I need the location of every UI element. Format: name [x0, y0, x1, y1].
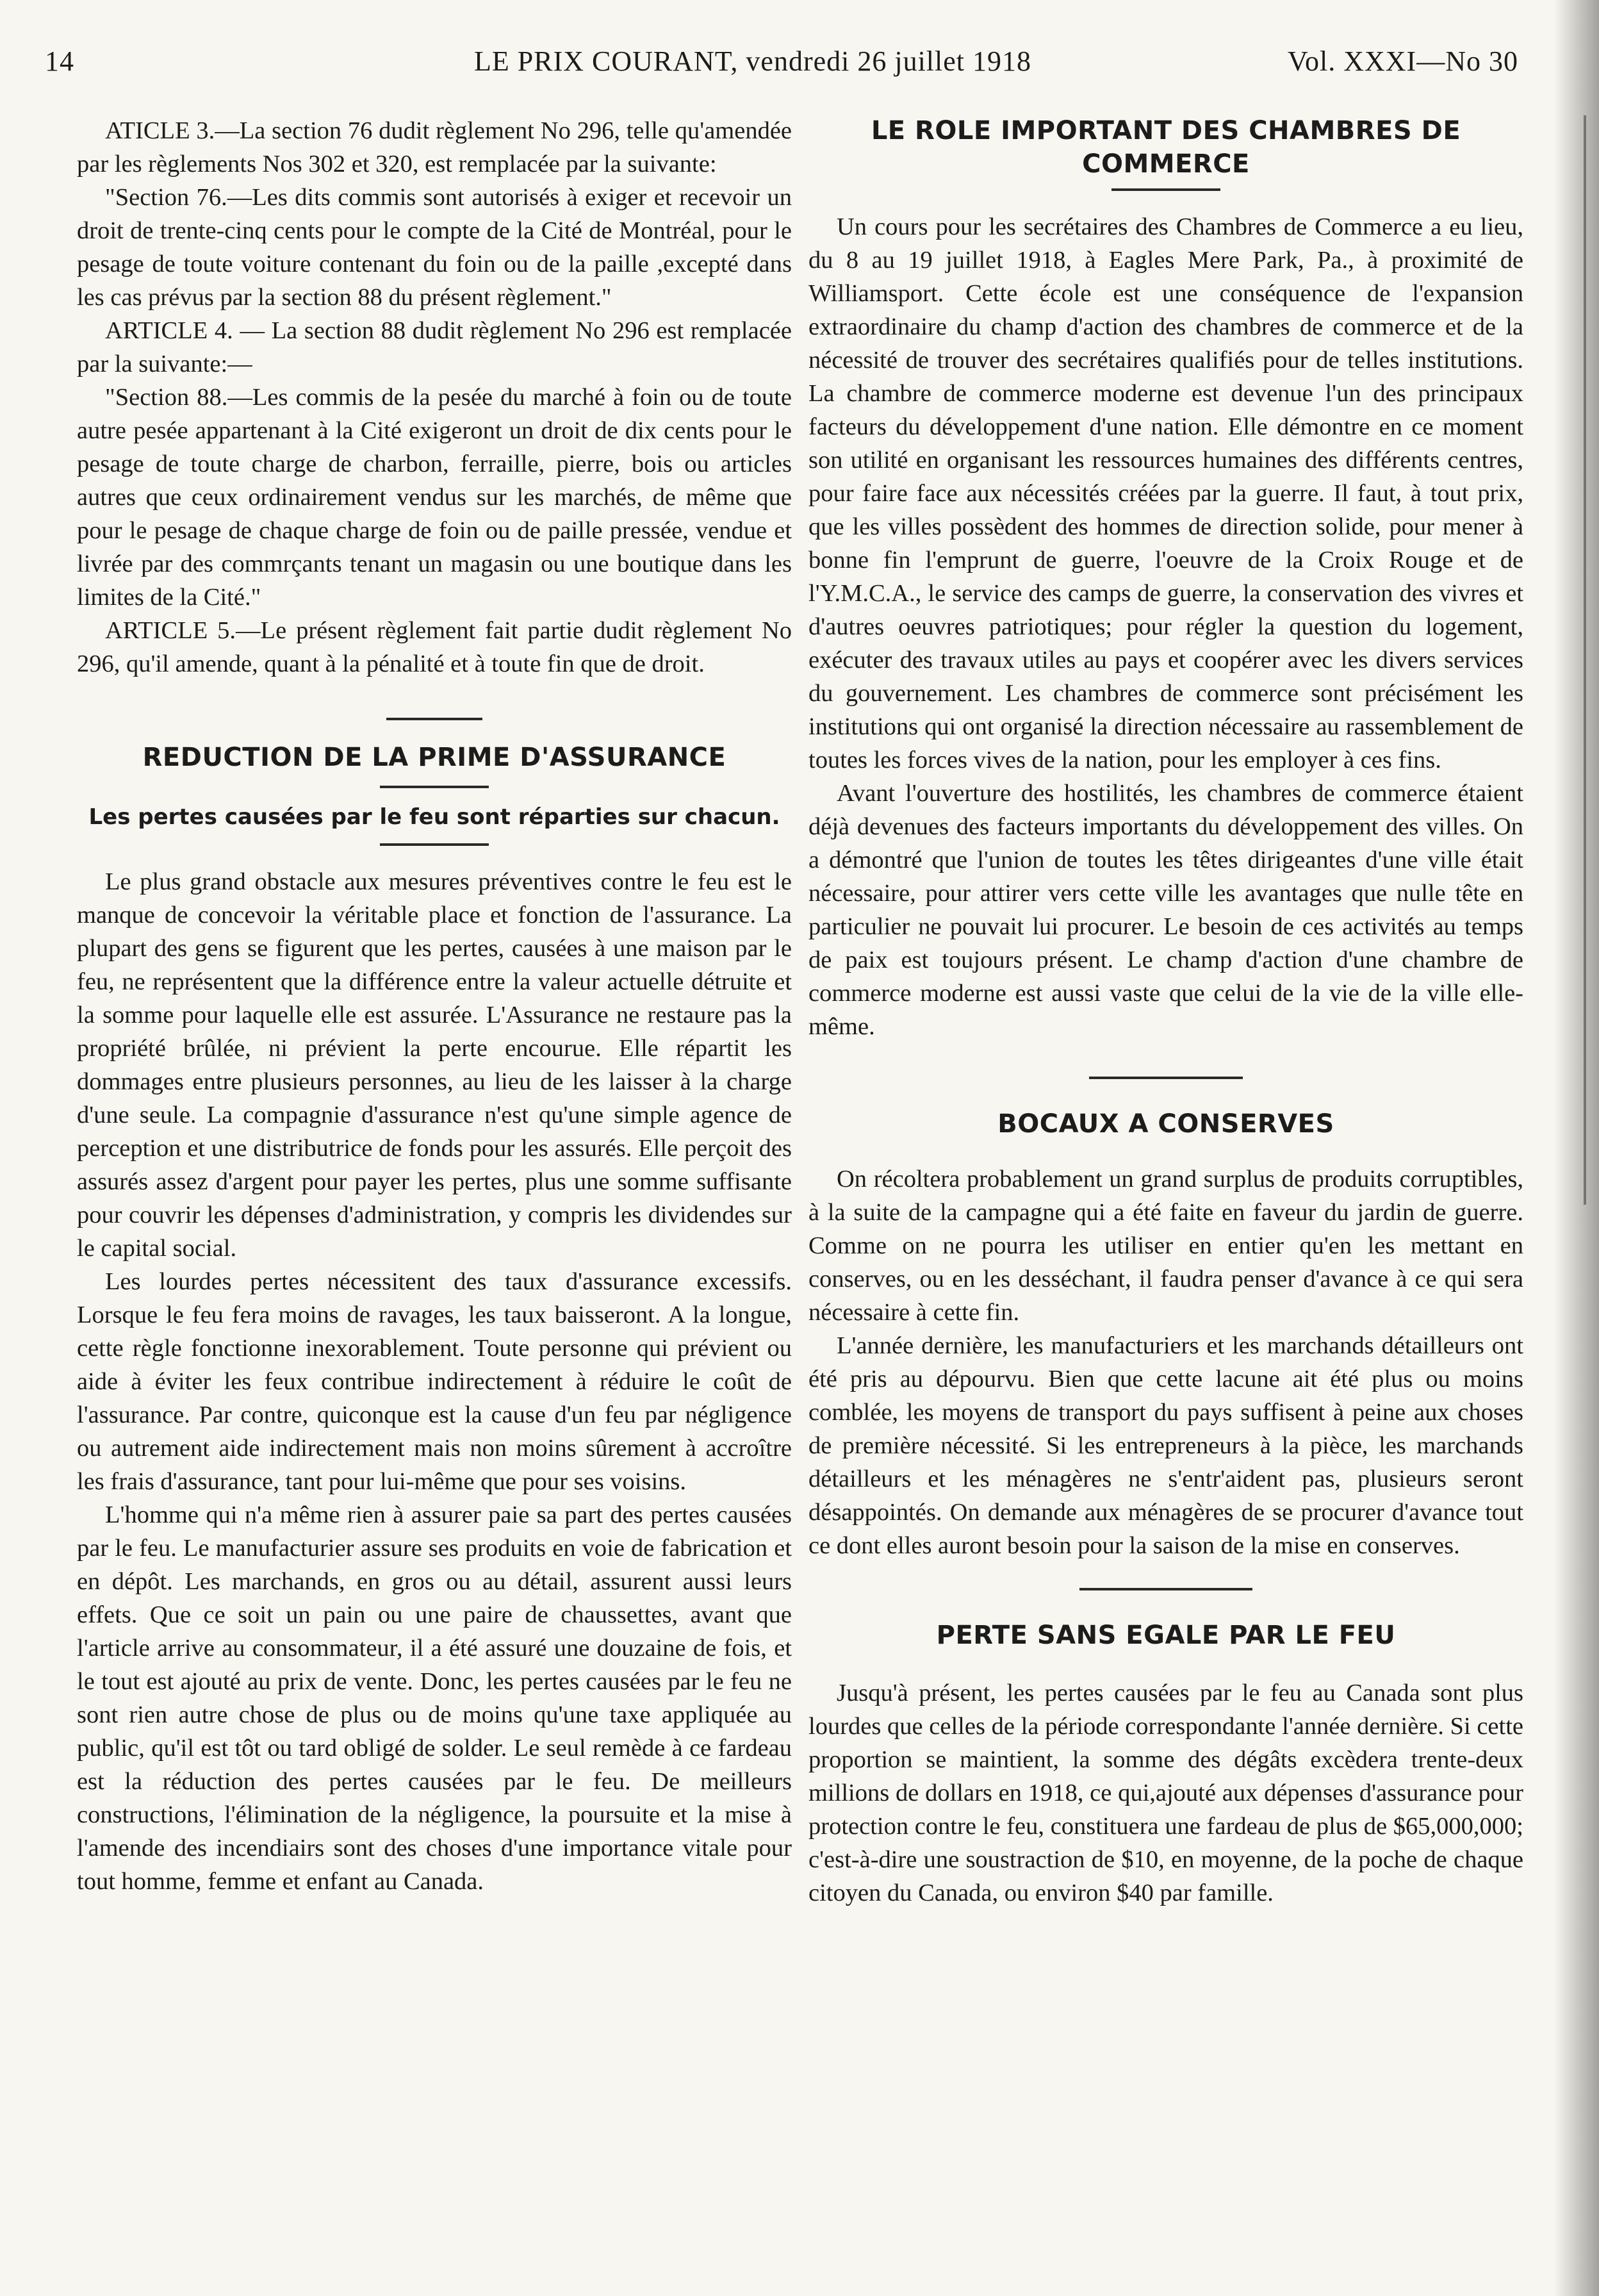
volume-number: Vol. XXXI—No 30: [1287, 45, 1518, 77]
section-88-text: "Section 88.—Les commis de la pesée du marché à foin ou de toute autre pesée appartenant à la Cité exigeront un droit de dix cents pour le pesage de toute charge de charbon, ferraille, pierre, bois ou articles autres que ceux ordinairement vendus sur les marchés, de même que pour le pesage de chaque charge de foin ou de paille pressée, vendue et livrée par des commrçants tenant un magasin ou une boutique dans les limites de la Cité.": [77, 384, 792, 611]
publication-line: LE PRIX COURANT, vendredi 26 juillet 1918: [474, 45, 1031, 77]
reduction-paragraph: Le plus grand obstacle aux mesures préventives contre le feu est le manque de concevoir la véritable place et fonction de l'assurance. La plupart des gens se figurent que les pertes, causées à une maison par le feu, ne représentent que la différence entre la valeur actuelle détruite et la somme pour laquelle elle est assurée. L'Assurance ne restaure pas la propriété brûlée, ni prévient la perte encourue. Elle répartit les dommages entre plusieurs personnes, au lieu de les laisser à la charge d'une seule. La compagnie d'assurance n'est qu'une simple agence de perception et une distributrice de fonds pour les assurés. Elle perçoit des assurés assez d'argent pour payer les pertes, plus une somme suffisante pour couvrir les dépenses d'administration, y compris les dividendes sur le capital social.: [77, 868, 792, 1262]
perte-paragraph: Jusqu'à présent, les pertes causées par le feu au Canada sont plus lourdes que celles de la période correspondante l'année dernière. Si cette proportion se maintient, la somme des dégâts excèdera trente-deux millions de dollars en 1918, ce qui,ajouté aux dépenses d'assurance pour protection contre le feu, constituera une fardeau de plus de $65,000,000; c'est-à-dire une soustraction de $10, en moyenne, de la poche de chaque citoyen du Canada, ou environ $40 par famille.: [808, 1680, 1523, 1906]
role-paragraph: Un cours pour les secrétaires des Chambres de Commerce a eu lieu, du 8 au 19 juillet 1918, à Eagles Mere Park, Pa., à proximité de Williamsport. Cette école est une conséquence de l'expansion extraordinaire du champ d'action des chambres de commerce et de la nécessité de trouver des secrétaires qualifiés pour de telles institutions. La chambre de commerce moderne est devenue l'un des principaux facteurs du développement d'une nation. Elle démontre en ce moment son utilité en organisant les ressources humaines des différents centres, pour faire face aux nécessités créées par la guerre. Il faut, à tout prix, que les villes possèdent des hommes de direction solide, pour mener à bonne fin l'emprunt de guerre, l'oeuvre de la Croix Rouge et de l'Y.M.C.A., le service des camps de guerre, la conservation des vivres et d'autres oeuvres patriotiques; pour régler la question du logement, exécuter des travaux utiles au pays et coopérer avec les divers services du gouvernement. Les chambres de commerce sont précisément les institutions qui ont organisé la direction nécessaire au rassemblement de toutes les forces vives de la nation, pour les employer à ces fins.: [808, 213, 1523, 773]
page-header: [45, 45, 1518, 90]
reduction-subtitle: Les pertes causées par le feu sont réparties sur chacun.: [88, 804, 780, 830]
reduction-paragraph: Les lourdes pertes nécessitent des taux d'assurance excessifs. Lorsque le feu fera moins de ravages, les taux baisseront. A la longue, cette règle fonctionne inexorablement. Toute personne qui prévient ou aide à éviter les feux contribue indirectement à réduire le coût de l'assurance. Par contre, quiconque est la cause d'un feu par négligence ou autrement aide indirectement mais non moins sûrement à accroître les frais d'assurance, tant pour lui-même que pour ses voisins.: [77, 1268, 792, 1495]
bocaux-paragraph: L'année dernière, les manufacturiers et les marchands détailleurs ont été pris au dépourvu. Bien que cette lacune ait été plus ou moins comblée, les moyens de transport du pays suffisent à peine aux choses de première nécessité. Si les entrepreneurs à la pièce, les marchands détailleurs et les ménagères ne s'entr'aident pas, plusieurs seront désappointés. On demande aux ménagères de se procurer d'avance tout ce dont elles auront besoin pour la saison de la mise en conserves.: [808, 1332, 1523, 1559]
page-number: 14: [45, 45, 74, 77]
article-4-text: ARTICLE 4. — La section 88 dudit règlement No 296 est remplacée par la suivante:—: [77, 317, 792, 377]
role-paragraph: Avant l'ouverture des hostilités, les chambres de commerce étaient déjà devenues des facteurs importants du développement des villes. On a démontré que l'union de toutes les têtes dirigeantes d'une ville était nécessaire, pour attirer vers cette ville les avantages que nulle tête en particulier ne pouvait lui procurer. Le besoin de ces activités au temps de paix est toujours présent. Le champ d'action d'une chambre de commerce moderne est aussi vaste que celui de la vie de la ville elle-même.: [808, 780, 1523, 1040]
article-5-text: ARTICLE 5.—Le présent règlement fait partie dudit règlement No 296, qu'il amende, quant à la pénalité et à toute fin que de droit.: [77, 617, 792, 677]
article-3-text: ATICLE 3.—La section 76 dudit règlement No 296, telle qu'amendée par les règlements Nos 302 et 320, est remplacée par la suivante:: [77, 117, 792, 178]
perte-title: PERTE SANS EGALE PAR LE FEU: [936, 1621, 1396, 1650]
reduction-paragraph: L'homme qui n'a même rien à assurer paie sa part des pertes causées par le feu. Le manufacturier assure ses produits en voie de fabrication et en dépôt. Les marchands, en gros ou au détail, assurent aussi leurs effets. Que ce soit un pain ou une paire de chaussettes, avant que l'article arrive au consommateur, il a été assuré une douzaine de fois, et le tout est ajouté au prix de vente. Donc, les pertes causées par le feu ne sont rien autre chose de plus ou de moins qu'une taxe appliquée au public, qu'il est tôt ou tard obligé de solder. Le seul remède à ce fardeau est la réduction des pertes causées par le feu. De meilleurs constructions, l'élimination de la négligence, la poursuite et la mise à l'amende des incendiairs sont des choses d'une importance vitale pour tout homme, femme et enfant au Canada.: [77, 1501, 792, 1895]
left-column: [77, 114, 792, 1898]
role-title: LE ROLE IMPORTANT DES CHAMBRES DE COMMERCE: [871, 116, 1461, 179]
reduction-title: REDUCTION DE LA PRIME D'ASSURANCE: [142, 743, 726, 772]
scan-shadow-edge: [1554, 0, 1599, 2296]
right-column: [808, 114, 1523, 1910]
bocaux-title: BOCAUX A CONSERVES: [997, 1109, 1334, 1139]
bocaux-paragraph: On récoltera probablement un grand surplus de produits corruptibles, à la suite de la campagne qui a été faite en faveur du jardin de guerre. Comme on ne pourra les utiliser en entier qu'en les mettant en conserves, ou en les desséchant, il faudra penser d'avance à ce qui sera nécessaire à cette fin.: [808, 1166, 1523, 1326]
section-76-text: "Section 76.—Les dits commis sont autorisés à exiger et recevoir un droit de trente-cinq cents pour le compte de la Cité de Montréal, pour le pesage de toute voiture contenant du foin ou de la paille ,excepté dans les cas prévus par la section 88 du présent règlement.": [77, 184, 792, 311]
